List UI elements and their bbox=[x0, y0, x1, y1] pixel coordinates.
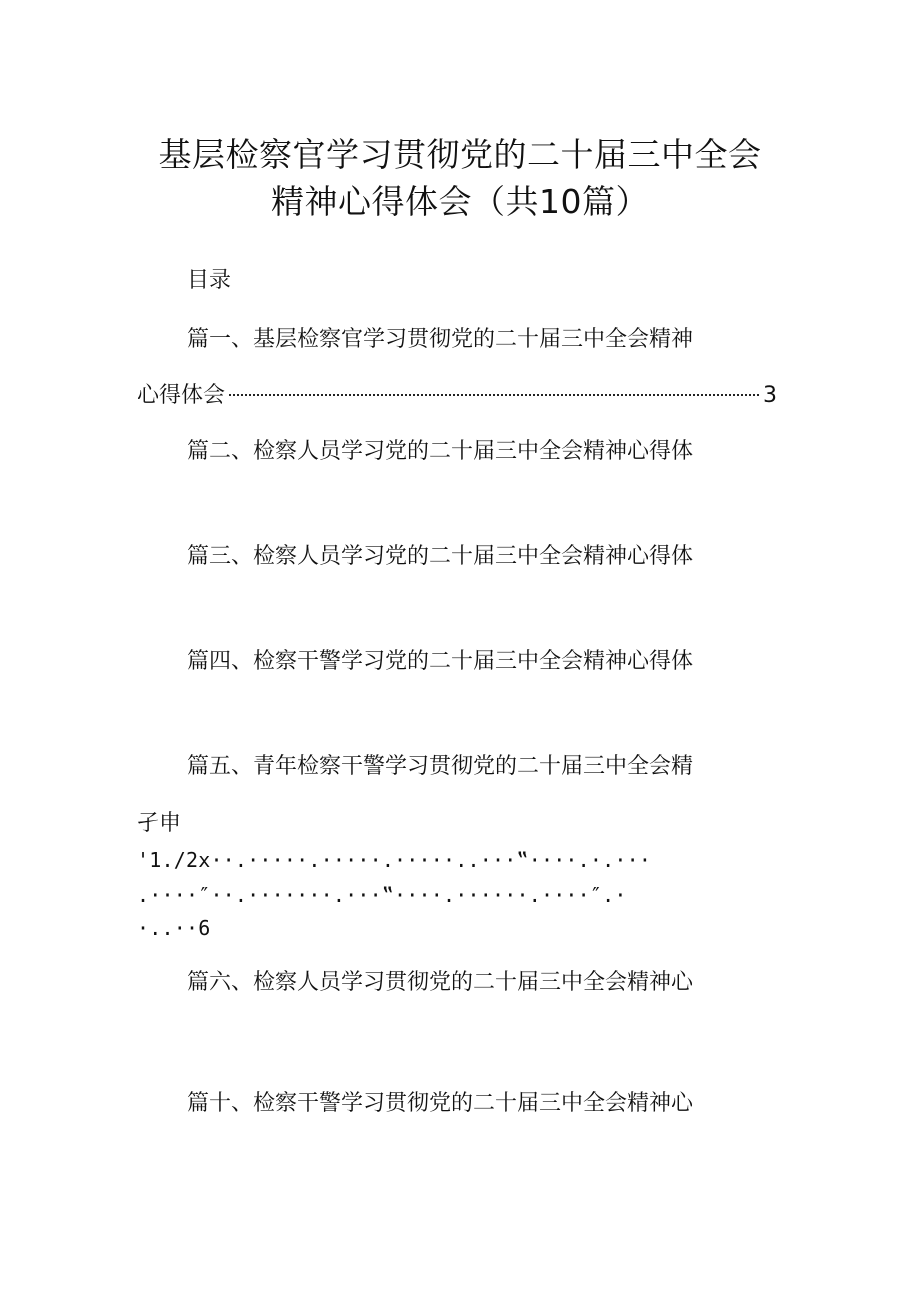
toc-heading: 目录 bbox=[187, 268, 232, 293]
document-title-line-1: 基层检察官学习贯彻党的二十届三中全会 bbox=[158, 135, 762, 174]
toc-entry-5-garbled-line-3: ·..··6 bbox=[137, 916, 211, 940]
toc-entry-5-line-1[interactable]: 篇五、青年检察干警学习贯彻党的二十届三中全会精 bbox=[187, 754, 694, 779]
toc-entry-3[interactable]: 篇三、检察人员学习党的二十届三中全会精神心得体 bbox=[187, 544, 694, 569]
toc-entry-2[interactable]: 篇二、检察人员学习党的二十届三中全会精神心得体 bbox=[187, 439, 694, 464]
toc-entry-1-line-1[interactable]: 篇一、基层检察官学习贯彻党的二十届三中全会精神 bbox=[187, 327, 694, 352]
toc-entry-1-line-2[interactable] bbox=[137, 381, 777, 411]
toc-entry-4[interactable]: 篇四、检察干警学习党的二十届三中全会精神心得体 bbox=[187, 649, 694, 674]
toc-entry-5-line-2: 孑申 bbox=[137, 811, 182, 836]
toc-entry-5-garbled-line-1: '1./2x··.·····.·····.·····..···‟····.·.··· bbox=[137, 848, 652, 872]
toc-entry-5-garbled-line-2: .····″··.·······.···‟····.······.····″.· bbox=[137, 883, 627, 907]
toc-entry-7[interactable]: 篇十、检察干警学习贯彻党的二十届三中全会精神心 bbox=[187, 1091, 694, 1116]
document-title-line-2: 精神心得体会（共10篇） bbox=[271, 182, 649, 221]
toc-dot-leader bbox=[229, 394, 759, 396]
toc-entry-1-continuation: 心得体会 bbox=[137, 383, 226, 408]
toc-entry-1-page-number: 3 bbox=[763, 383, 777, 408]
toc-entry-6[interactable]: 篇六、检察人员学习贯彻党的二十届三中全会精神心 bbox=[187, 970, 694, 995]
